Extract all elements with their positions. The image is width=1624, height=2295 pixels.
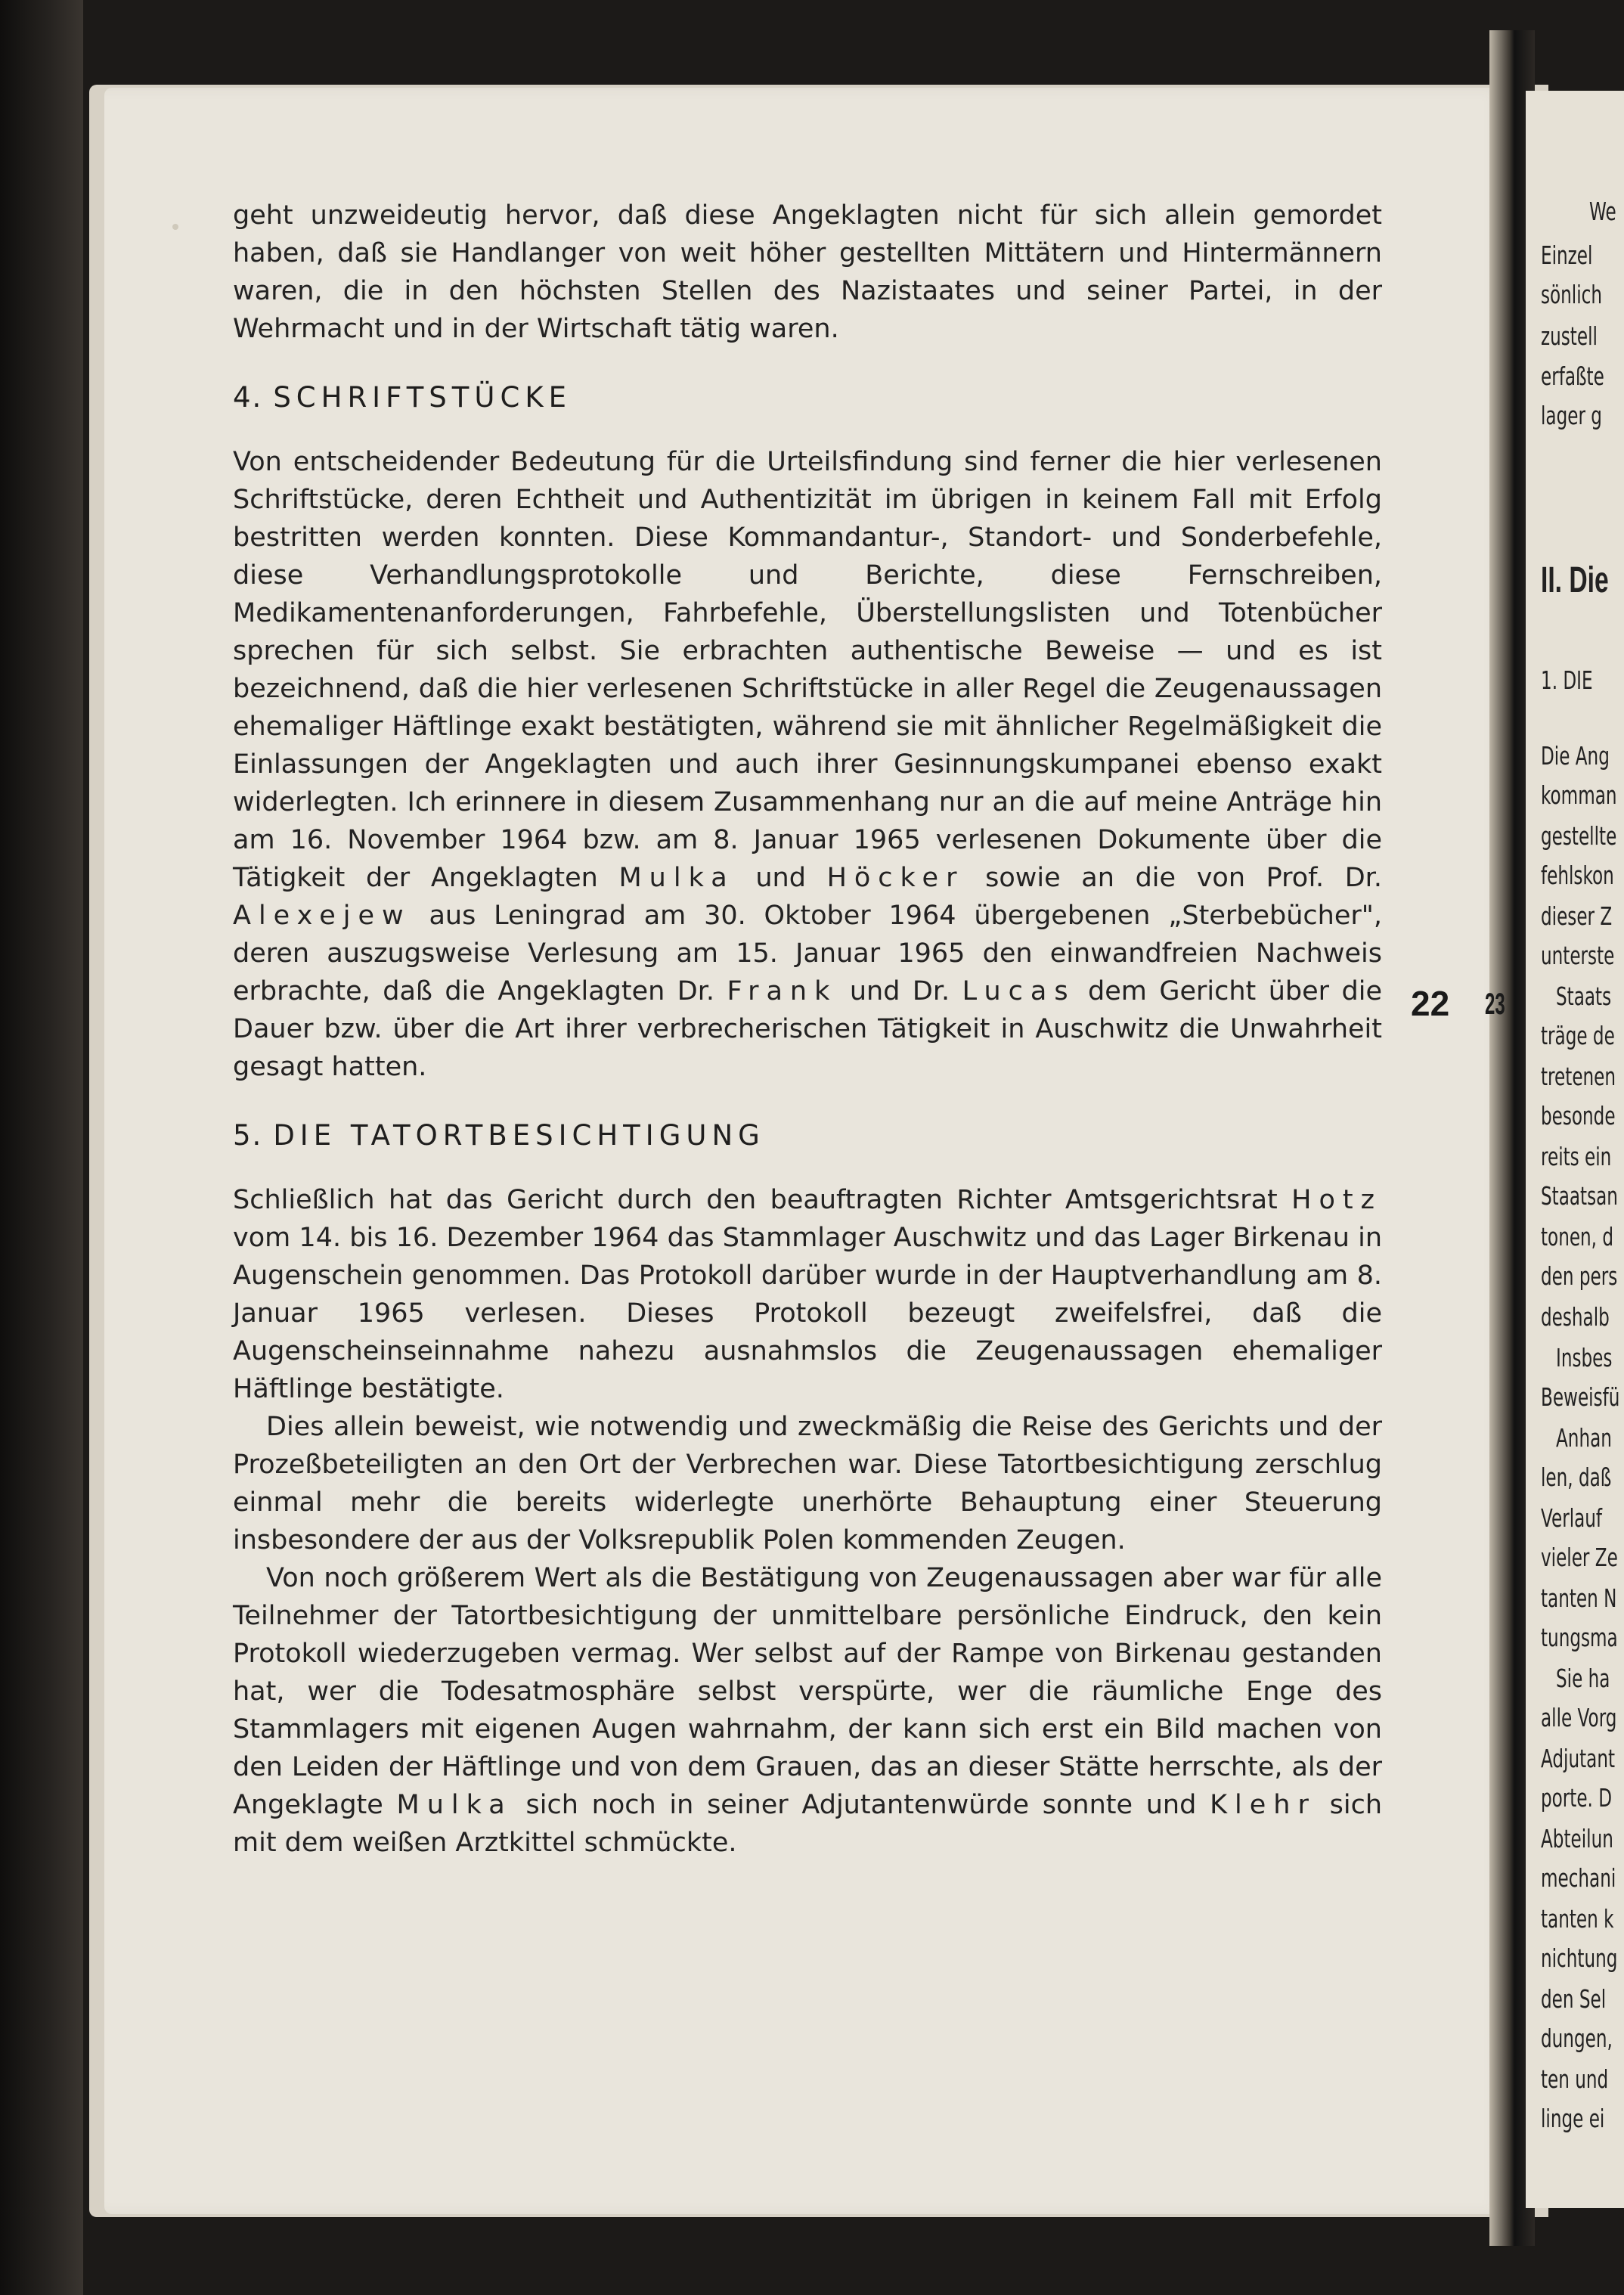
facing-page-line: Verlauf	[1541, 1503, 1603, 1533]
facing-page-line: nichtung	[1541, 1943, 1618, 1973]
binding-shadow	[0, 0, 83, 2295]
facing-page-line: Beweisfü	[1541, 1382, 1620, 1412]
facing-page-line: alle Vorg	[1541, 1703, 1617, 1732]
facing-page-line: vieler Ze	[1541, 1543, 1618, 1572]
facing-page-line: dungen,	[1541, 2024, 1613, 2053]
section-5-paragraph-3	[233, 1559, 1382, 1862]
section-5-heading	[233, 1116, 1382, 1155]
facing-page-line: Staatsan	[1541, 1181, 1618, 1211]
facing-page-line: zustell	[1541, 321, 1598, 351]
facing-page-line: tanten k	[1541, 1904, 1614, 1934]
facing-page-line: den Sel	[1541, 1984, 1607, 2014]
section-4-paragraph	[233, 443, 1382, 1086]
text-run: sich noch in seiner Adjutantenwürde sonnte und	[512, 1790, 1210, 1820]
facing-page-line: ten und	[1541, 2064, 1609, 2094]
page-content	[233, 197, 1382, 1862]
facing-page-line: Insbes	[1556, 1343, 1613, 1372]
text-run: aus Leningrad am 30. Oktober 1964 übergebenen „Sterbebücher", deren auszugsweise Verlesung am 15. Januar 1965 den einwandfreien Nachweis erbrachte, daß die Angeklagten Dr.	[233, 901, 1382, 1006]
section-5-paragraph-1	[233, 1181, 1382, 1408]
facing-page-line: Staats	[1556, 982, 1612, 1011]
text-run: dem Gericht über die Dauer bzw. über die Art ihrer verbrecherischen Tätigkeit in Auschwitz die Unwahrheit gesagt hatten.	[233, 976, 1382, 1082]
section-title: DIE TATORTBESICHTIGUNG	[273, 1119, 765, 1152]
facing-page-line: Die Ang	[1541, 741, 1610, 771]
spaced-name-lucas: Lucas	[962, 976, 1076, 1006]
spaced-name-alexejew: Alexejew	[233, 901, 411, 931]
facing-page-line: II. Die	[1541, 560, 1609, 600]
facing-page-line: Abteilun	[1541, 1824, 1613, 1853]
next-page-number: 23	[1485, 988, 1505, 1021]
facing-page-line: besonde	[1541, 1101, 1616, 1130]
facing-page-line: len, daß	[1541, 1462, 1612, 1492]
facing-page-line: tungsma	[1541, 1623, 1618, 1652]
section-number: 4.	[233, 381, 263, 414]
spaced-name-mulka: Mulka	[618, 863, 735, 893]
facing-page-line: Sie ha	[1556, 1664, 1610, 1693]
spaced-name-hoecker: Höcker	[826, 863, 965, 893]
facing-page-line: linge ei	[1541, 2104, 1605, 2133]
facing-page-line: sönlich	[1541, 280, 1602, 309]
text-run: Schließlich hat das Gericht durch den beauftragten Richter Amtsgerichtsrat	[233, 1185, 1292, 1215]
facing-page-line: Anhan	[1556, 1423, 1612, 1453]
text-run: sich mit dem weißen Arztkittel schmückte.	[233, 1790, 1383, 1858]
facing-page-line: unterste	[1541, 941, 1615, 970]
facing-page-line: reits ein	[1541, 1142, 1612, 1171]
section-title: SCHRIFTSTÜCKE	[273, 381, 572, 414]
facing-page-line: 1. DIE	[1541, 665, 1593, 695]
facing-page-line: tretenen	[1541, 1062, 1616, 1091]
text-run: sowie an die von Prof. Dr.	[964, 863, 1382, 893]
facing-page-line: träge de	[1541, 1021, 1615, 1050]
facing-page-line: We	[1589, 197, 1616, 226]
text-run: vom 14. bis 16. Dezember 1964 das Stammlager Auschwitz und das Lager Birkenau in Augenschein genommen. Das Protokoll darüber wurde in der Hauptverhandlung am 8. Januar 1965 verlesen. Dieses Protokoll bezeugt zweifelsfrei, daß die Augenscheinseinnahme nahezu ausnahmslos die Zeugenaussagen ehemaliger Häftlinge bestätigte.	[233, 1223, 1382, 1404]
text-run: Von entscheidender Bedeutung für die Urteilsfindung sind ferner die hier verlesenen Schriftstücke, deren Echtheit und Authentizität im übrigen in keinem Fall mit Erfolg bestritten werden konnten. Diese Kommandantur-, Standort- und Sonderbefehle, diese Verhandlungsprotokolle und Berichte, diese Fernschreiben, Medikamentenanforderungen, Fahrbefehle, Überstellungslisten und Totenbücher sprechen für sich selbst. Sie erbrachten authentische Beweise — und es ist bezeichnend, daß die hier verlesenen Schriftstücke in aller Regel die Zeugenaussagen ehemaliger Häftlinge exakt bestätigten, während sie mit ähnlicher Regelmäßigkeit die Einlassungen der Angeklagten und auch ihrer Gesinnungskumpanei ebenso exakt widerlegten. Ich erinnere in diesem Zusammenhang nur an die auf meine Anträge hin am 16. November 1964 bzw. am 8. Januar 1965 verlesenen Dokumente über die Tätigkeit der Angeklagten	[233, 447, 1382, 893]
spaced-name-hotz: Hotz	[1291, 1185, 1382, 1215]
facing-page-line: lager g	[1541, 401, 1602, 430]
facing-page-line: fehlskon	[1541, 861, 1614, 890]
facing-page-line: gestellte	[1541, 821, 1617, 851]
section-5-paragraph-2: Dies allein beweist, wie notwendig und zweckmäßig die Reise des Gerichts und der Prozeßbeteiligten an den Ort der Verbrechen war. Diese Tatortbesichtigung zerschlug einmal mehr die bereits widerlegte unerhörte Behauptung einer Steuerung insbesondere der aus der Volksrepublik Polen kommenden Zeugen.	[233, 1412, 1382, 1555]
spaced-name-klehr: Klehr	[1210, 1790, 1316, 1820]
section-4-heading	[233, 378, 1382, 417]
facing-page-line: porte. D	[1541, 1783, 1613, 1813]
facing-page-line: komman	[1541, 780, 1617, 810]
facing-page-line: tonen, d	[1541, 1222, 1614, 1251]
page-number: 22	[1411, 984, 1450, 1023]
facing-page-line: mechani	[1541, 1863, 1616, 1893]
facing-page-line: Adjutant	[1541, 1744, 1616, 1773]
facing-page-line: Einzel	[1541, 240, 1593, 270]
facing-page-line: tanten N	[1541, 1583, 1617, 1613]
text-run: und Dr.	[837, 976, 962, 1006]
intro-paragraph: geht unzweideutig hervor, daß diese Angeklagten nicht für sich allein gemordet haben, daß sie Handlanger von weit höher gestellten Mittätern und Hintermännern waren, die in den höchsten Stellen des Nazistaates und seiner Partei, in der Wehrmacht und in der Wirtschaft tätig waren.	[233, 200, 1382, 344]
right-page-fragment	[1526, 91, 1624, 2208]
section-number: 5.	[233, 1119, 263, 1152]
text-run: und	[734, 863, 827, 893]
facing-page-line: deshalb	[1541, 1302, 1610, 1332]
spaced-name-frank: Frank	[727, 976, 838, 1006]
facing-page-line: dieser Z	[1541, 901, 1613, 931]
spaced-name-mulka: Mulka	[396, 1790, 513, 1820]
facing-page-line: erfaßte	[1541, 361, 1604, 391]
paper-speck	[172, 224, 178, 230]
facing-page-line: den pers	[1541, 1261, 1618, 1291]
text-run: Von noch größerem Wert als die Bestätigung von Zeugenaussagen aber war für alle Teilnehmer der Tatortbesichtigung der unmittelbare persönliche Eindruck, den kein Protokoll wiederzugeben vermag. Wer selbst auf der Rampe von Birkenau gestanden hat, wer die Todesatmosphäre selbst verspürte, wer die räumliche Enge des Stammlagers mit eigenen Augen wahrnahm, der kann sich erst ein Bild machen von den Leiden der Häftlinge und von dem Grauen, das an dieser Stätte herrschte, als der Angeklagte	[233, 1563, 1382, 1820]
